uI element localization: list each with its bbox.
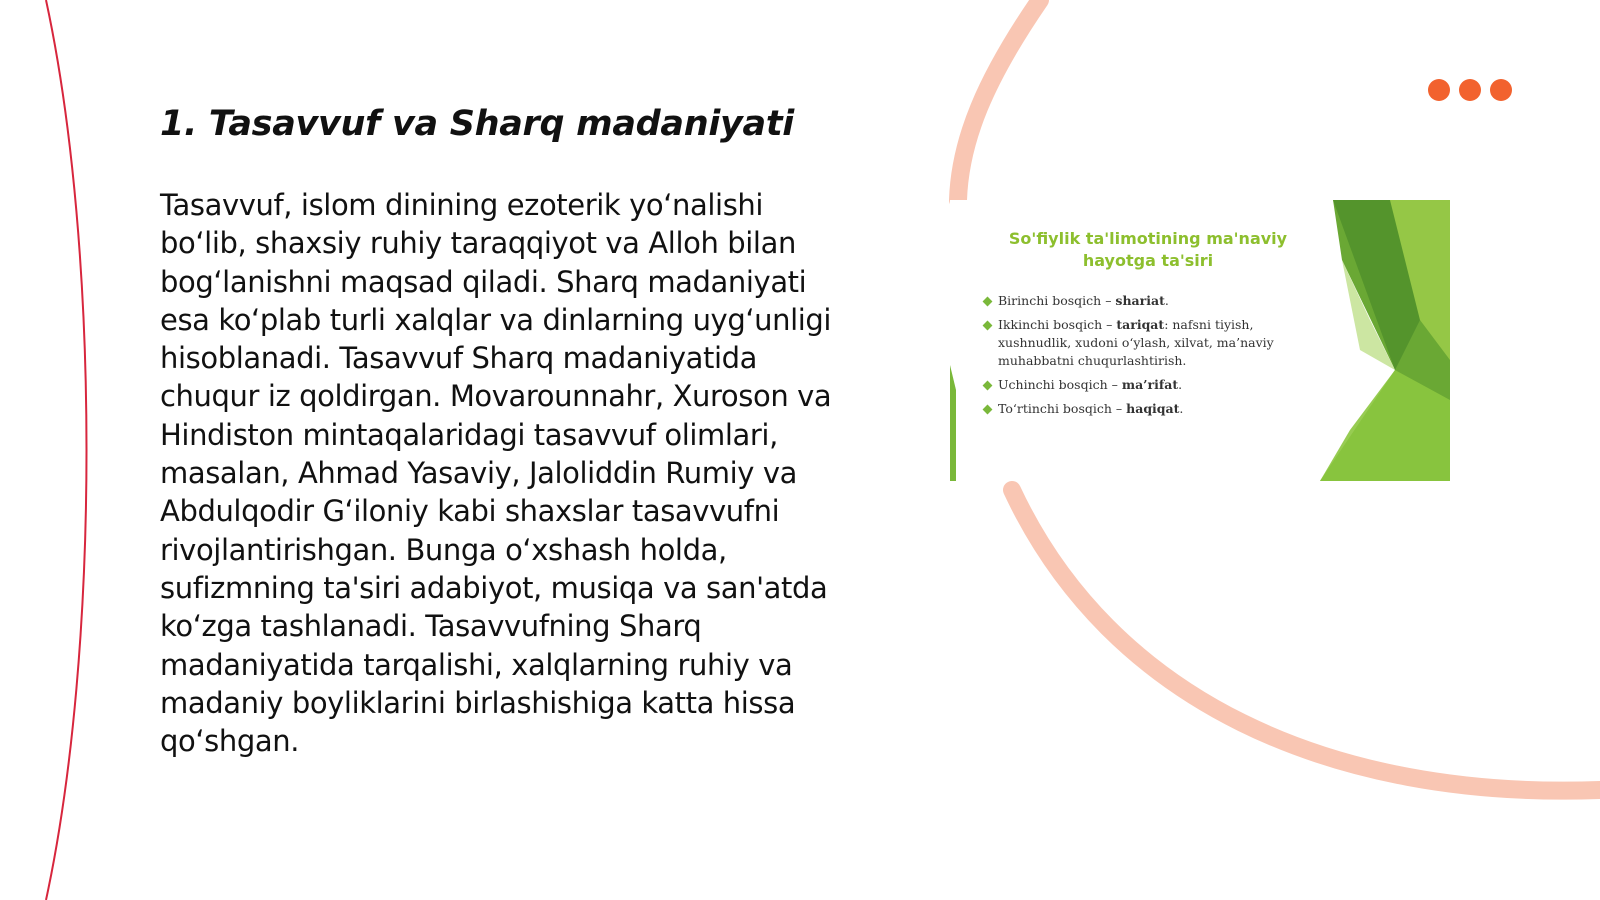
thumbnail-list [984, 292, 1304, 424]
decorative-arc-bottom [1012, 490, 1600, 791]
decorative-dots [1428, 79, 1512, 101]
decorative-arc-top [958, 0, 1040, 200]
bullet-icon [983, 321, 993, 331]
dot-2 [1459, 79, 1481, 101]
slide-body-text: Tasavvuf, islom dinining ezoterik yo‘nalishi bo‘lib, shaxsiy ruhiy taraqqiyot va Alloh bilan bog‘lanishni maqsad qiladi. Sharq madaniyati esa ko‘plab turli xalqlar va dinlarning uyg‘unligi hisoblanadi. Tasavvuf Sharq madaniyatida chuqur iz qoldirgan. Movarounnahr, Xuroson va Hindiston mintaqalaridagi tasavvuf olimlari, masalan, Ahmad Yasaviy, Jaloliddin Rumiy va Abdulqodir G‘iloniy kabi shaxslar tasavvufni rivojlantirishgan. Bunga o‘xshash holda, sufizmning ta'siri adabiyot, musiqa va san'atda ko‘zga tashlanadi. Tasavvufning Sharq madaniyatida tarqalishi, xalqlarning ruhiy va madaniy boyliklarini birlashishiga katta hissa qo‘shgan. [160, 188, 832, 759]
left-accent-line [46, 0, 87, 900]
bullet-icon [983, 381, 993, 391]
dot-1 [1428, 79, 1450, 101]
bullet-icon [983, 405, 993, 415]
slide-thumbnail-image [950, 200, 1450, 481]
thumbnail-list-item: To‘rtinchi bosqich – haqiqat. [984, 400, 1304, 418]
thumbnail-list-item: Ikkinchi bosqich – tariqat: nafsni tiyish, xushnudlik, xudoni o‘ylash, xilvat, ma’naviy muhabbatni chuqurlashtirish. [984, 316, 1304, 370]
thumbnail-list-item: Uchinchi bosqich – ma’rifat. [984, 376, 1304, 394]
slide-title: 1. Tasavvuf va Sharq madaniyati [160, 104, 794, 144]
thumbnail-title: So'fiylik ta'limotining ma'naviy hayotga ta'siri [1008, 229, 1288, 270]
thumbnail-list-item: Birinchi bosqich – shariat. [984, 292, 1304, 310]
dot-3 [1490, 79, 1512, 101]
bullet-icon [983, 297, 993, 307]
